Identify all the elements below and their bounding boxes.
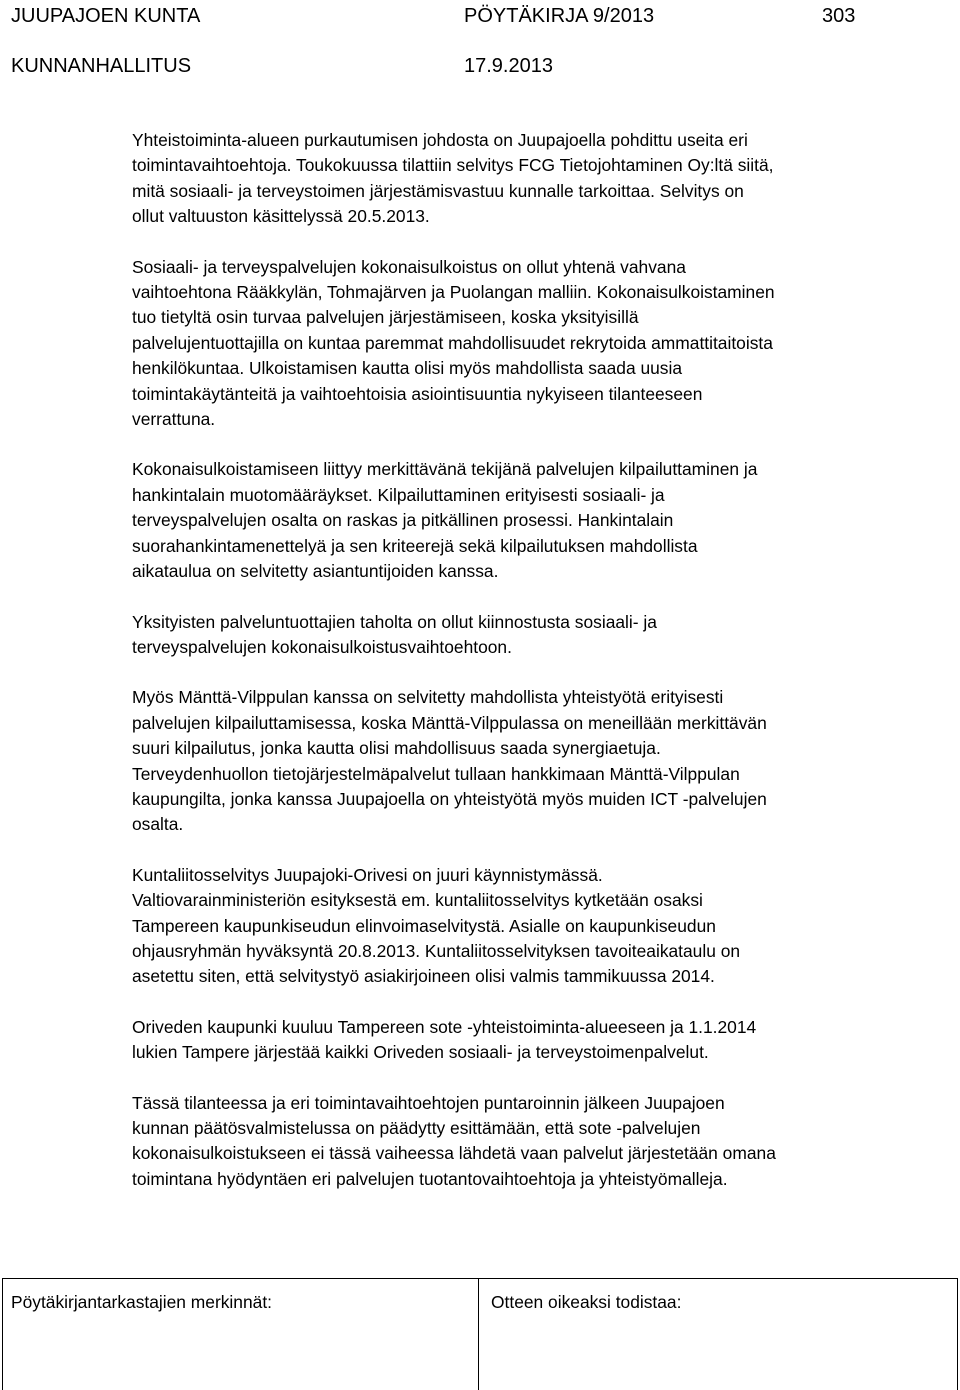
- paragraph: Yhteistoiminta-alueen purkautumisen johdosta on Juupajoella pohdittu useita eri toimintavaihtoehtoja. Toukokuussa tilattiin selvitys FCG Tietojohtaminen Oy:ltä siitä, mitä sosiaali- ja terveystoimen järjestämisvastuu kunnalle tarkoittaa. Selvitys on ollut valtuuston käsittelyssä 20.5.2013.: [132, 130, 774, 227]
- municipality-name: JUUPAJOEN KUNTA: [11, 5, 201, 27]
- paragraph: Oriveden kaupunki kuuluu Tampereen sote -yhteistoiminta-alueeseen ja 1.1.2014 lukien Tampere järjestää kaikki Oriveden sosiaali- ja terveystoimenpalvelut.: [132, 1016, 757, 1063]
- paragraph: Tässä tilanteessa ja eri toimintavaihtoehtojen puntaroinnin jälkeen Juupajoen kunnan päätösvalmistelussa on päädytty esittämään, että sote -palvelujen kokonaisulkoistukseen ei tässä vaiheessa lähdetä vaan palvelut järjestetään omana toimintana hyödyntäen eri palvelujen tuotantovaihtoehtoja ja yhteistyömalleja.: [132, 1092, 776, 1189]
- page-number: 303: [822, 5, 856, 27]
- paragraph: Kokonaisulkoistamiseen liittyy merkittävänä tekijänä palvelujen kilpailuttaminen ja hankintalain muotomääräykset. Kilpailuttaminen erityisesti sosiaali- ja terveyspalvelujen osalta on raskas ja pitkällinen prosessi. Hankintalain suorahankintamenettelyä ja sen kriteerejä sekä kilpailutuksen mahdollista aikataulua on selvitetty asiantuntijoiden kanssa.: [132, 459, 758, 582]
- minutes-body: [132, 128, 932, 1217]
- paragraph: Sosiaali- ja terveyspalvelujen kokonaisulkoistus on ollut yhtenä vahvana vaihtoehtona Rääkkylän, Tohmajärven ja Puolangan malliin. Kokonaisulkoistaminen tuo tietyltä osin turvaa palvelujen järjestämiseen, koska yksityisillä palvelujentuottajilla on kuntaa paremmat mahdollisuudet rekrytoida ammattitaitoista henkilökuntaa. Ulkoistamisen kautta olisi myös mahdollista saada uusia toimintakäytänteitä ja vaihtoehtoisia asiointisuuntia nykyiseen tilanteeseen verrattuna.: [132, 256, 775, 430]
- paragraph: Kuntaliitosselvitys Juupajoki-Orivesi on juuri käynnistymässä. Valtiovarainministeriön esityksestä em. kuntaliitosselvitys kytketään osaksi Tampereen kaupunkiseudun elinvoimaselvitystä. Asialle on kaupunkiseudun ohjausryhmän hyväksyntä 20.8.2013. Kuntaliitosselvityksen tavoiteaikataulu on asetettu siten, että selvitystyö asiakirjoineen olisi valmis tammikuussa 2014.: [132, 864, 741, 987]
- meeting-date: 17.9.2013: [464, 55, 553, 77]
- paragraph: Yksityisten palveluntuottajien taholta on ollut kiinnostusta sosiaali- ja terveyspalvelujen kokonaisulkoistusvaihtoehtoon.: [132, 611, 657, 657]
- document-title: PÖYTÄKIRJA 9/2013: [464, 5, 655, 27]
- certified-label: Otteen oikeaksi todistaa:: [491, 1292, 682, 1312]
- paragraph: Myös Mänttä-Vilppulan kanssa on selvitetty mahdollista yhteistyötä erityisesti palvelujen kilpailuttamisessa, koska Mänttä-Vilppulassa on meneillään merkittävän suuri kilpailutus, jonka kautta olisi mahdollisuus saada synergiaetuja. Terveydenhuollon tietojärjestelmäpalvelut tullaan hankkimaan Mänttä-Vilppulan kaupungilta, jonka kanssa Juupajoella on yhteistyötä myös muiden ICT -palvelujen osalta.: [132, 687, 767, 835]
- reviewers-label: Pöytäkirjantarkastajien merkinnät:: [11, 1292, 272, 1312]
- meeting-body: KUNNANHALLITUS: [11, 55, 192, 77]
